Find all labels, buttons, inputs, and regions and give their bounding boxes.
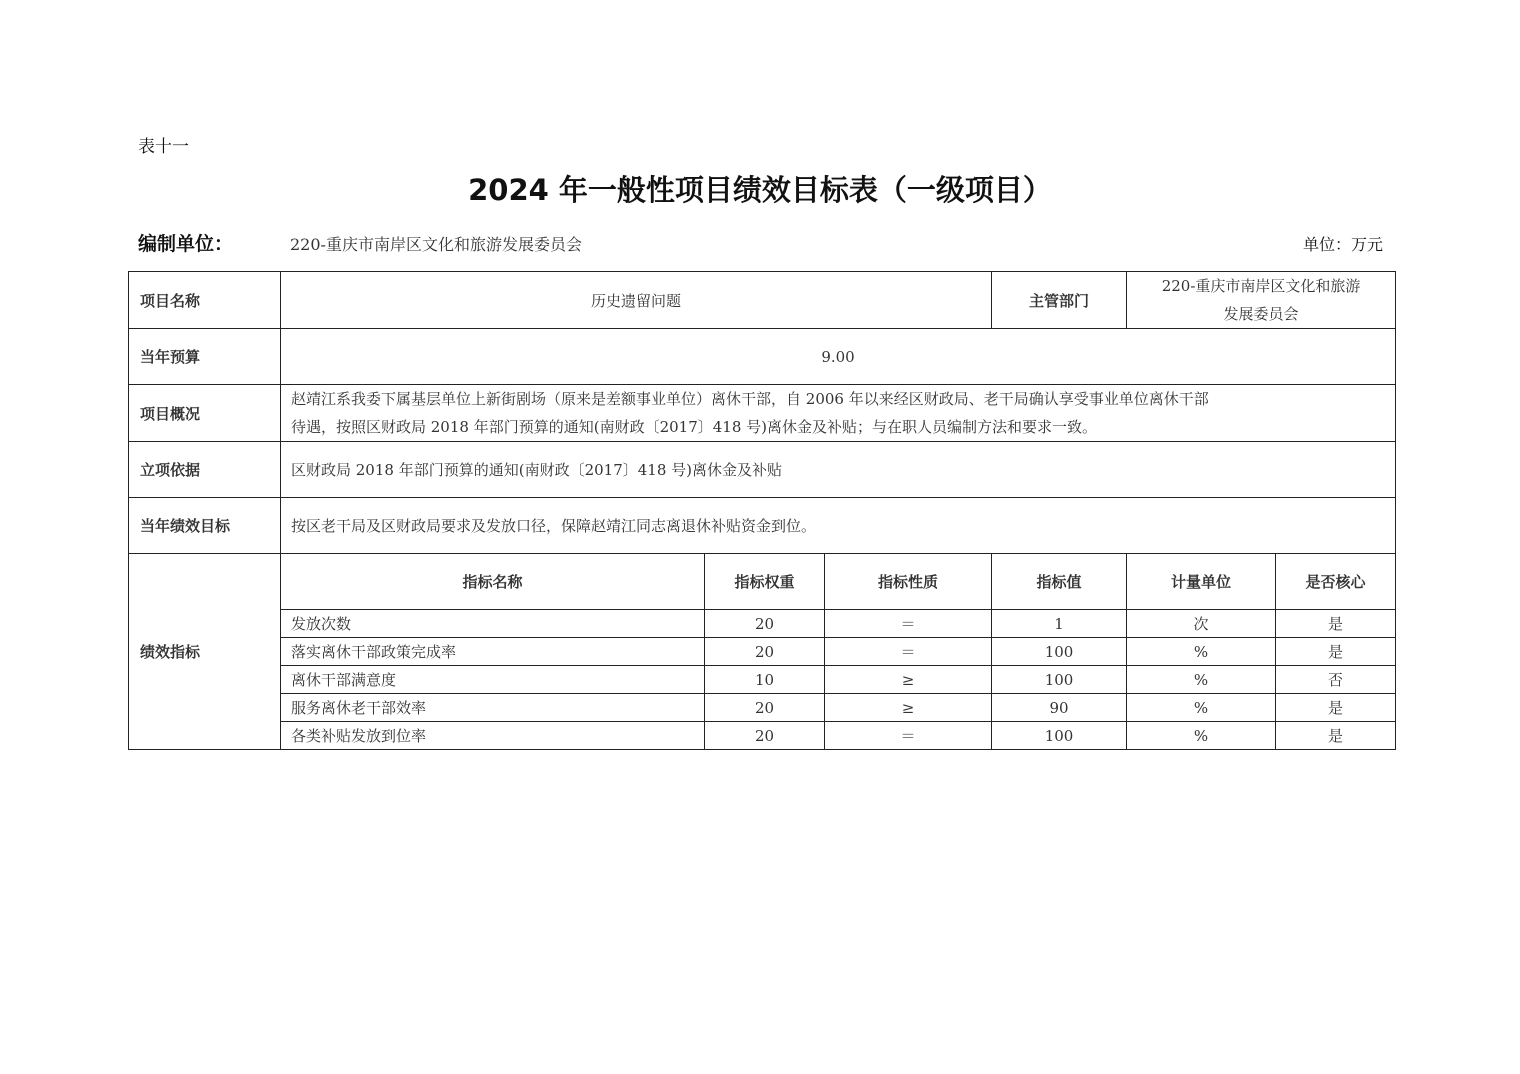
indicator-weight: 20 — [705, 638, 825, 666]
header-indicator-value: 指标值 — [992, 554, 1127, 610]
header-indicator-nature: 指标性质 — [825, 554, 992, 610]
indicator-unit: % — [1127, 638, 1276, 666]
indicator-weight: 20 — [705, 722, 825, 750]
money-unit: 单位：万元 — [1302, 235, 1383, 254]
indicator-unit: % — [1127, 722, 1276, 750]
overview-value — [281, 385, 1396, 442]
header-is-core: 是否核心 — [1276, 554, 1396, 610]
indicator-name: 服务离休老干部效率 — [281, 694, 705, 722]
overview-row — [129, 385, 1396, 442]
indicator-name: 离休干部满意度 — [281, 666, 705, 694]
table-row — [129, 638, 1396, 666]
indicator-core: 是 — [1276, 610, 1396, 638]
table-number: 表十一 — [138, 137, 189, 157]
indicator-name: 落实离休干部政策完成率 — [281, 638, 705, 666]
org-label: 编制单位： — [138, 233, 234, 255]
indicator-nature: ＝ — [825, 722, 992, 750]
table-row — [129, 610, 1396, 638]
indicator-value: 90 — [992, 694, 1127, 722]
indicator-nature: ≥ — [825, 666, 992, 694]
indicator-value: 1 — [992, 610, 1127, 638]
indicator-unit: % — [1127, 694, 1276, 722]
indicator-core: 否 — [1276, 666, 1396, 694]
indicator-value: 100 — [992, 638, 1127, 666]
header-indicator-name: 指标名称 — [281, 554, 705, 610]
project-name-label: 项目名称 — [129, 272, 281, 329]
table-row — [129, 666, 1396, 694]
goal-value: 按区老干局及区财政局要求及发放口径，保障赵靖江同志离退休补贴资金到位。 — [281, 498, 1396, 554]
indicator-weight: 20 — [705, 694, 825, 722]
indicator-core: 是 — [1276, 722, 1396, 750]
dept-value-line2: 发展委员会 — [1223, 305, 1299, 323]
indicator-unit: % — [1127, 666, 1276, 694]
indicator-weight: 10 — [705, 666, 825, 694]
indicator-value: 100 — [992, 666, 1127, 694]
indicators-label: 绩效指标 — [129, 554, 281, 750]
overview-line1: 赵靖江系我委下属基层单位上新街剧场（原来是差额事业单位）离休干部，自 2006 年以来经区财政局、老干局确认享受事业单位离休干部 — [291, 390, 1209, 408]
header-measure-unit: 计量单位 — [1127, 554, 1276, 610]
indicator-name: 发放次数 — [281, 610, 705, 638]
indicator-nature: ＝ — [825, 610, 992, 638]
table-row — [129, 694, 1396, 722]
basis-row — [129, 442, 1396, 498]
org-value: 220-重庆市南岸区文化和旅游发展委员会 — [290, 235, 582, 254]
indicator-core: 是 — [1276, 694, 1396, 722]
document-title: 2024 年一般性项目绩效目标表（一级项目） — [468, 173, 1052, 207]
performance-table — [128, 271, 1396, 750]
indicator-core: 是 — [1276, 638, 1396, 666]
project-name-row — [129, 272, 1396, 329]
goal-row — [129, 498, 1396, 554]
indicator-name: 各类补贴发放到位率 — [281, 722, 705, 750]
goal-label: 当年绩效目标 — [129, 498, 281, 554]
indicator-weight: 20 — [705, 610, 825, 638]
overview-label: 项目概况 — [129, 385, 281, 442]
indicator-header-row — [129, 554, 1396, 610]
budget-value: 9.00 — [281, 329, 1396, 385]
dept-value — [1127, 272, 1396, 329]
indicator-unit: 次 — [1127, 610, 1276, 638]
indicator-nature: ≥ — [825, 694, 992, 722]
indicator-value: 100 — [992, 722, 1127, 750]
project-name-value: 历史遗留问题 — [281, 272, 992, 329]
dept-label: 主管部门 — [992, 272, 1127, 329]
table-row — [129, 722, 1396, 750]
indicator-nature: ＝ — [825, 638, 992, 666]
header-indicator-weight: 指标权重 — [705, 554, 825, 610]
basis-value: 区财政局 2018 年部门预算的通知(南财政〔2017〕418 号)离休金及补贴 — [281, 442, 1396, 498]
dept-value-line1: 220-重庆市南岸区文化和旅游 — [1161, 277, 1361, 295]
overview-line2: 待遇，按照区财政局 2018 年部门预算的通知(南财政〔2017〕418 号)离休金及补贴；与在职人员编制方法和要求一致。 — [291, 418, 1097, 436]
budget-row — [129, 329, 1396, 385]
basis-label: 立项依据 — [129, 442, 281, 498]
budget-label: 当年预算 — [129, 329, 281, 385]
